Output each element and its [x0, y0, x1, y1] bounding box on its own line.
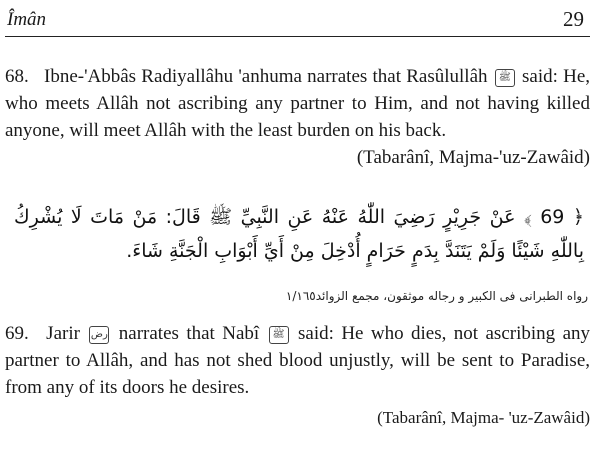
hadith-69-text-b: narrates that Nabî	[118, 323, 260, 344]
hadith-69-text-c: said: He who dies, not ascribing any partner to Allâh, and has not shed blood unjustly, will be sent to Paradise, from any of its doors he desires.	[5, 323, 590, 398]
hadith-69-arabic-reference: رواه الطبرانى فى الكبير و رجاله موثقون، مجمع الزوائد١/١٦٥	[285, 289, 588, 303]
page-header	[5, 4, 590, 37]
hadith-68-translation	[5, 63, 590, 171]
hadith-69-arabic-text: ﴿ 69 ﴾ عَنْ جَرِيْرٍ رَضِيَ اللّٰهُ عَنْهُ عَنِ النَّبِيِّ ﷺ قَالَ: مَنْ مَاتَ لَا يُشْرِكُ بِاللّٰهِ شَيْئًا وَلَمْ يَتَنَدَّ بِدَمٍ حَرَامٍ أُدْخِلَ مِنْ أَيِّ أَبْوَابِ الْجَنَّةِ شَاءَ.	[14, 206, 584, 262]
hadith-68-number: 68.	[5, 66, 29, 87]
hadith-68-text-b: said: He, who meets Allâh not ascribing any partner to Him, and not having killed anyone, will meet Allâh with the least burden on his back.	[5, 66, 591, 141]
hadith-69-reference: (Tabarânî, Majma- 'uz-Zawâid)	[377, 408, 590, 427]
hadith-69-number: 69.	[5, 323, 29, 344]
hadith-68-reference: (Tabarânî, Majma-'uz-Zawâid)	[356, 147, 590, 168]
chapter-title: Îmân	[7, 9, 47, 30]
honorific-companion-icon: رض	[89, 326, 109, 344]
hadith-69-translation	[5, 320, 590, 431]
hadith-69-text-a: Jarir	[46, 323, 80, 344]
honorific-salutation-icon: ﷺ	[495, 69, 515, 87]
honorific-salutation-icon: ﷺ	[269, 326, 289, 344]
page-number: 29	[563, 7, 584, 31]
hadith-68-text-a: Ibne-'Abbâs Radiyallâhu 'anhuma narrates that Rasûlullâh	[44, 66, 488, 87]
